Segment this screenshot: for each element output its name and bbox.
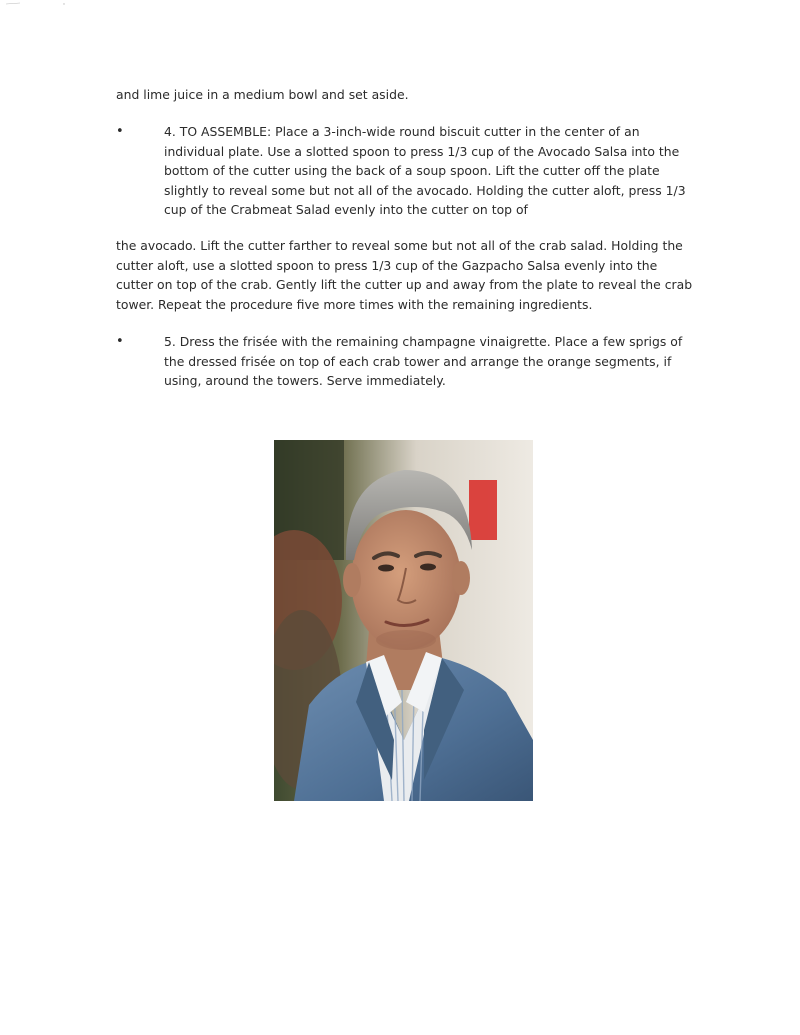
continuation-paragraph: the avocado. Lift the cutter farther to reveal some but not all of the crab salad. Holding the cutter aloft, use a slotted spoon to press 1/3 cup of the Gazpacho Salsa evenly into the cutter on top of the crab. Gently lift the cutter up and away from the plate to reveal the crab tower. Repeat the procedure five more times with the remaining ingredients. (116, 238, 693, 312)
intro-paragraph: and lime juice in a medium bowl and set aside. (116, 87, 409, 102)
portrait-photo (274, 440, 533, 801)
step-5-text: 5. Dress the frisée with the remaining champagne vinaigrette. Place a few sprigs of the dressed frisée on top of each crab tower and arrange the orange segments, if using, around the towers. Serve immediately. (164, 334, 683, 389)
bullet-icon: • (116, 334, 124, 349)
scan-speck-icon (6, 2, 66, 6)
step-4-text: 4. TO ASSEMBLE: Place a 3-inch-wide round biscuit cutter in the center of an individual plate. Use a slotted spoon to press 1/3 cup of the Avocado Salsa into the bottom of the cutter using the back of a soup spoon. Lift the cutter off the plate slightly to reveal some but not all of the avocado. Holding the cutter aloft, press 1/3 cup of the Crabmeat Salad evenly into the cutter on top of (164, 124, 686, 218)
portrait-photo-icon (274, 440, 533, 801)
bullet-icon: • (116, 124, 124, 139)
